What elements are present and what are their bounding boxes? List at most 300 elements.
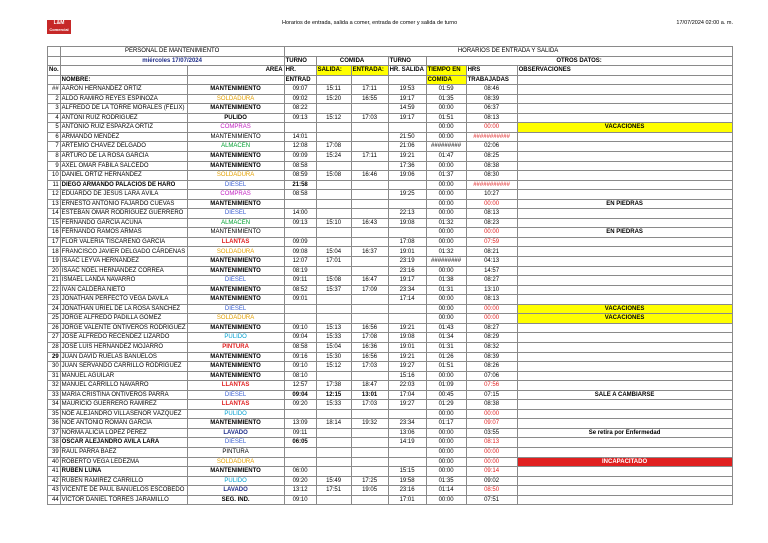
table-row — [48, 457, 733, 467]
meal-duration: ######### — [426, 142, 466, 152]
meal-duration: 01:17 — [426, 419, 466, 429]
table-row — [48, 180, 733, 190]
meal-out-time — [316, 495, 351, 505]
meal-out-time — [316, 161, 351, 171]
shift-in-time: 06:00 — [284, 467, 316, 477]
shift-in-time — [284, 123, 316, 133]
meal-out-time: 15:13 — [316, 323, 351, 333]
meal-duration: 01:29 — [426, 400, 466, 410]
shift-out-time: 19:27 — [388, 400, 426, 410]
shift-in-time: 12:57 — [284, 381, 316, 391]
employee-area: MANTENIMIENTO — [187, 371, 284, 381]
table-row — [48, 476, 733, 486]
row-number: 12 — [48, 190, 61, 200]
meal-duration: 00:00 — [426, 467, 466, 477]
header-no: No. — [48, 66, 61, 76]
header-turno: TURNO — [284, 56, 316, 66]
meal-in-time: 16:37 — [351, 247, 388, 257]
shift-out-time: 17:36 — [388, 161, 426, 171]
logo-text: L&M — [53, 20, 65, 26]
shift-in-time: 09:02 — [284, 94, 316, 104]
observations — [517, 266, 732, 276]
table-row — [48, 161, 733, 171]
meal-duration: 00:00 — [426, 209, 466, 219]
meal-duration: 00:00 — [426, 161, 466, 171]
row-number: 27 — [48, 333, 61, 343]
employee-name: RUBÉN RAMÍREZ CARRILLO — [60, 476, 187, 486]
row-number: 25 — [48, 314, 61, 324]
shift-out-time: 19:25 — [388, 190, 426, 200]
observations — [517, 447, 732, 457]
row-number: 5 — [48, 123, 61, 133]
employee-name: ERNESTO ANTONIO FAJARDO CUEVAS — [60, 199, 187, 209]
hours-worked: 08:32 — [466, 342, 517, 352]
shift-out-time: 19:01 — [388, 342, 426, 352]
hours-worked: 07:06 — [466, 371, 517, 381]
row-number: 17 — [48, 237, 61, 247]
header-row-3 — [48, 66, 733, 76]
observations: INCAPACITADO — [517, 457, 732, 467]
observations: EN PIEDRAS — [517, 199, 732, 209]
hours-worked: 08:21 — [466, 247, 517, 257]
observations — [517, 476, 732, 486]
shift-out-time: 19:53 — [388, 85, 426, 95]
shift-in-time: 09:08 — [284, 247, 316, 257]
employee-name: ALDO RAMIRO REYES ESPINOZA — [60, 94, 187, 104]
meal-out-time: 15:08 — [316, 171, 351, 181]
observations — [517, 295, 732, 305]
shift-in-time: 08:59 — [284, 171, 316, 181]
row-number: 6 — [48, 132, 61, 142]
row-number: 10 — [48, 171, 61, 181]
row-number: 11 — [48, 180, 61, 190]
meal-duration: 01:09 — [426, 381, 466, 391]
table-row — [48, 333, 733, 343]
table-row — [48, 199, 733, 209]
hours-worked: 02:06 — [466, 142, 517, 152]
employee-area: MANTENIMIENTO — [187, 295, 284, 305]
shift-in-time: 09:13 — [284, 218, 316, 228]
shift-out-time — [388, 304, 426, 314]
observations — [517, 371, 732, 381]
shift-out-time: 23:34 — [388, 419, 426, 429]
meal-out-time — [316, 180, 351, 190]
shift-out-time — [388, 447, 426, 457]
meal-out-time — [316, 295, 351, 305]
meal-out-time: 12:15 — [316, 390, 351, 400]
row-number: 38 — [48, 438, 61, 448]
header-tiempo: TIEMPO EN — [426, 66, 466, 76]
observations — [517, 218, 732, 228]
row-number: 4 — [48, 113, 61, 123]
table-row — [48, 495, 733, 505]
employee-name: MARÍA CRISTINA ONTIVEROS PARRA — [60, 390, 187, 400]
shift-out-time: 19:01 — [388, 247, 426, 257]
shift-out-time: 19:06 — [388, 171, 426, 181]
meal-duration: 00:00 — [426, 438, 466, 448]
shift-in-time: 12:08 — [284, 142, 316, 152]
employee-area: MANTENIMIENTO — [187, 228, 284, 238]
observations — [517, 85, 732, 95]
row-number: 44 — [48, 495, 61, 505]
employee-area: MANTENIMIENTO — [187, 257, 284, 267]
meal-duration: 01:43 — [426, 323, 466, 333]
shift-in-time: 21:58 — [284, 180, 316, 190]
hours-worked: 10:27 — [466, 190, 517, 200]
employee-name: FLOR VALERIA TISCAREÑO GARCÍA — [60, 237, 187, 247]
observations — [517, 438, 732, 448]
hours-worked: 07:59 — [466, 237, 517, 247]
meal-duration: 01:32 — [426, 218, 466, 228]
meal-out-time — [316, 190, 351, 200]
hours-worked: 09:07 — [466, 419, 517, 429]
shift-in-time: 09:10 — [284, 323, 316, 333]
meal-out-time — [316, 428, 351, 438]
employee-name: ARTEMIO CHÁVEZ DELGADO — [60, 142, 187, 152]
observations: EN PIEDRAS — [517, 228, 732, 238]
table-row — [48, 390, 733, 400]
observations — [517, 237, 732, 247]
table-row — [48, 209, 733, 219]
hours-worked: 00:00 — [466, 228, 517, 238]
meal-duration: 00:00 — [426, 132, 466, 142]
row-number: 35 — [48, 409, 61, 419]
employee-area: MANTENIMIENTO — [187, 132, 284, 142]
table-row — [48, 123, 733, 133]
hours-worked: 09:14 — [466, 467, 517, 477]
row-number: 36 — [48, 419, 61, 429]
meal-out-time — [316, 104, 351, 114]
employee-area: MANTENIMIENTO — [187, 199, 284, 209]
header-salida: SALIDA: — [316, 66, 351, 76]
row-number: 2 — [48, 94, 61, 104]
employee-area: SOLDADURA — [187, 457, 284, 467]
meal-duration: 00:00 — [426, 266, 466, 276]
meal-duration: 00:00 — [426, 237, 466, 247]
meal-out-time: 17:01 — [316, 257, 351, 267]
employee-name: FERNANDO RAMOS ARMAS — [60, 228, 187, 238]
shift-in-time: 09:04 — [284, 390, 316, 400]
employee-name: EDUARDO DE JESÚS LARA ÁVILA — [60, 190, 187, 200]
meal-in-time — [351, 209, 388, 219]
meal-in-time — [351, 457, 388, 467]
meal-in-time: 19:32 — [351, 419, 388, 429]
employee-name: NOÉ ANTONIO ROMÁN GARCÍA — [60, 419, 187, 429]
hours-worked: 08:50 — [466, 486, 517, 496]
table-row — [48, 362, 733, 372]
meal-out-time: 15:49 — [316, 476, 351, 486]
observations — [517, 257, 732, 267]
meal-duration: 00:00 — [426, 190, 466, 200]
meal-duration: 01:59 — [426, 85, 466, 95]
shift-out-time: 19:21 — [388, 323, 426, 333]
meal-duration: 00:00 — [426, 304, 466, 314]
meal-duration: 01:34 — [426, 333, 466, 343]
employee-area: MANTENIMIENTO — [187, 266, 284, 276]
employee-name: ANTONI RUÍZ RODRIGUEZ — [60, 113, 187, 123]
meal-duration: 00:00 — [426, 104, 466, 114]
row-number: ## — [48, 85, 61, 95]
title-left: PERSONAL DE MANTENIMIENTO — [60, 47, 284, 57]
meal-in-time: 17:11 — [351, 152, 388, 162]
row-number: 18 — [48, 247, 61, 257]
row-number: 41 — [48, 467, 61, 477]
employee-area: MANTENIMIENTO — [187, 362, 284, 372]
meal-duration: ######### — [426, 257, 466, 267]
shift-out-time — [388, 199, 426, 209]
meal-in-time — [351, 132, 388, 142]
employee-name: DIEGO ARMANDO PALACIOS DE HARO — [60, 180, 187, 190]
hours-worked: 07:51 — [466, 495, 517, 505]
meal-duration: 00:00 — [426, 199, 466, 209]
employee-name: FERNANDO GARCÍA ACUÑA — [60, 218, 187, 228]
meal-out-time: 15:12 — [316, 113, 351, 123]
shift-in-time: 08:19 — [284, 266, 316, 276]
employee-name: ISAAC NOEL HERNÁNDEZ CORREA — [60, 266, 187, 276]
observations — [517, 104, 732, 114]
meal-in-time — [351, 104, 388, 114]
meal-out-time — [316, 237, 351, 247]
employee-name: ARMANDO MÉNDEZ — [60, 132, 187, 142]
shift-in-time: 08:58 — [284, 190, 316, 200]
meal-out-time: 15:33 — [316, 400, 351, 410]
header-hrs-2: TRABAJADAS — [466, 75, 517, 85]
row-number: 39 — [48, 447, 61, 457]
shift-in-time: 09:09 — [284, 237, 316, 247]
employee-area: LLANTAS — [187, 237, 284, 247]
employee-area: PULIDO — [187, 333, 284, 343]
employee-name: MAURICIO GUERRERO RAMÍREZ — [60, 400, 187, 410]
attendance-table — [47, 46, 733, 505]
hours-worked: 08:46 — [466, 85, 517, 95]
hours-worked: 07:56 — [466, 381, 517, 391]
shift-out-time: 14:19 — [388, 438, 426, 448]
meal-duration: 01:37 — [426, 171, 466, 181]
row-number: 33 — [48, 390, 61, 400]
employee-area: MANTENIMIENTO — [187, 152, 284, 162]
employee-name: IVÁN CALDERA NIETO — [60, 285, 187, 295]
meal-duration: 01:32 — [426, 247, 466, 257]
meal-in-time: 17:09 — [351, 285, 388, 295]
employee-area: MANTENIMIENTO — [187, 104, 284, 114]
employee-name: ANTONIO RUÍZ ESPARZA ORTIZ — [60, 123, 187, 133]
employee-name: JUAN DAVID RUELAS BAÑUELOS — [60, 352, 187, 362]
employee-name: AXEL OMAR FABILA SALCEDO — [60, 161, 187, 171]
observations — [517, 400, 732, 410]
shift-in-time: 09:04 — [284, 333, 316, 343]
employee-area: SOLDADURA — [187, 171, 284, 181]
header-comida: COMIDA — [316, 56, 388, 66]
row-number: 20 — [48, 266, 61, 276]
meal-in-time — [351, 447, 388, 457]
employee-name: MANUEL AGUILAR — [60, 371, 187, 381]
meal-in-time: 19:05 — [351, 486, 388, 496]
hours-worked: 08:13 — [466, 295, 517, 305]
employee-area: LAVADO — [187, 428, 284, 438]
employee-area: DIÉSEL — [187, 276, 284, 286]
observations — [517, 171, 732, 181]
table-row — [48, 171, 733, 181]
table-row — [48, 295, 733, 305]
shift-in-time: 09:13 — [284, 113, 316, 123]
meal-duration: 01:35 — [426, 94, 466, 104]
observations — [517, 285, 732, 295]
hours-worked: 08:13 — [466, 438, 517, 448]
shift-in-time: 09:16 — [284, 352, 316, 362]
meal-in-time: 16:56 — [351, 323, 388, 333]
row-number: 29 — [48, 352, 61, 362]
observations — [517, 495, 732, 505]
observations — [517, 142, 732, 152]
employee-name: JORGE ALFREDO PADILLA GÓMEZ — [60, 314, 187, 324]
hours-worked: 13:10 — [466, 285, 517, 295]
meal-in-time — [351, 237, 388, 247]
employee-area: PINTURA — [187, 447, 284, 457]
shift-in-time: 09:09 — [284, 152, 316, 162]
shift-in-time: 09:07 — [284, 85, 316, 95]
meal-out-time: 15:37 — [316, 285, 351, 295]
shift-out-time: 19:17 — [388, 276, 426, 286]
shift-in-time — [284, 314, 316, 324]
employee-name: ROBERTO VEGA LEDEZMA — [60, 457, 187, 467]
row-number: 30 — [48, 362, 61, 372]
shift-out-time: 19:58 — [388, 476, 426, 486]
observations — [517, 152, 732, 162]
shift-in-time — [284, 447, 316, 457]
observations — [517, 342, 732, 352]
meal-out-time: 15:12 — [316, 362, 351, 372]
meal-in-time — [351, 228, 388, 238]
shift-in-time: 09:01 — [284, 295, 316, 305]
hours-worked: 08:38 — [466, 161, 517, 171]
shift-out-time: 23:16 — [388, 486, 426, 496]
hours-worked: 07:15 — [466, 390, 517, 400]
header-hrs: HRS — [466, 66, 517, 76]
row-number: 13 — [48, 199, 61, 209]
meal-out-time — [316, 371, 351, 381]
meal-in-time — [351, 161, 388, 171]
hours-worked: 08:29 — [466, 333, 517, 343]
table-row — [48, 467, 733, 477]
employee-area: PULIDO — [187, 113, 284, 123]
hours-worked: 00:00 — [466, 457, 517, 467]
meal-duration: 01:38 — [426, 276, 466, 286]
hours-worked: 03:55 — [466, 428, 517, 438]
shift-in-time: 08:10 — [284, 371, 316, 381]
observations — [517, 113, 732, 123]
shift-out-time: 17:08 — [388, 237, 426, 247]
employee-area: LLANTAS — [187, 400, 284, 410]
observations — [517, 247, 732, 257]
meal-duration: 00:00 — [426, 123, 466, 133]
employee-name: JONATHAN PERFECTO VEGA DAVILA — [60, 295, 187, 305]
document-title: Horarios de entrada, salida a comer, entrada de comer y salida de turno — [282, 20, 458, 26]
meal-duration: 00:00 — [426, 447, 466, 457]
shift-out-time: 19:08 — [388, 333, 426, 343]
hours-worked: 06:37 — [466, 104, 517, 114]
shift-out-time: 22:13 — [388, 209, 426, 219]
employee-area: COMPRAS — [187, 190, 284, 200]
hours-worked: 09:02 — [466, 476, 517, 486]
shift-out-time: 23:19 — [388, 257, 426, 267]
hours-worked: 08:38 — [466, 400, 517, 410]
observations — [517, 352, 732, 362]
observations: VACACIONES — [517, 123, 732, 133]
employee-area: DIÉSEL — [187, 390, 284, 400]
observations — [517, 333, 732, 343]
meal-out-time: 15:04 — [316, 247, 351, 257]
table-row — [48, 104, 733, 114]
hours-worked: 08:27 — [466, 276, 517, 286]
meal-duration: 01:47 — [426, 152, 466, 162]
employee-area: SOLDADURA — [187, 314, 284, 324]
hours-worked: 00:00 — [466, 409, 517, 419]
shift-out-time: 21:06 — [388, 142, 426, 152]
shift-in-time: 09:20 — [284, 476, 316, 486]
shift-in-time: 09:11 — [284, 428, 316, 438]
meal-duration: 00:00 — [426, 228, 466, 238]
observations — [517, 180, 732, 190]
meal-in-time: 17:25 — [351, 476, 388, 486]
shift-out-time: 19:21 — [388, 352, 426, 362]
employee-name: ALFREDO DE LA TORRE MORALES (FÉLIX) — [60, 104, 187, 114]
employee-name: VÍCTOR DANIEL TORRES JARAMILLO — [60, 495, 187, 505]
observations — [517, 362, 732, 372]
shift-in-time: 13:09 — [284, 419, 316, 429]
shift-in-time — [284, 228, 316, 238]
employee-area: PULIDO — [187, 409, 284, 419]
meal-out-time: 15:08 — [316, 276, 351, 286]
shift-out-time — [388, 314, 426, 324]
meal-duration: 00:00 — [426, 295, 466, 305]
meal-in-time: 17:08 — [351, 333, 388, 343]
observations — [517, 132, 732, 142]
employee-area: SOLDADURA — [187, 247, 284, 257]
table-row — [48, 447, 733, 457]
meal-out-time: 15:04 — [316, 342, 351, 352]
meal-duration: 00:00 — [426, 371, 466, 381]
shift-out-time: 19:21 — [388, 152, 426, 162]
meal-duration: 00:00 — [426, 314, 466, 324]
employee-name: ESTEBAN OMAR RODRÍGUEZ GUERRERO — [60, 209, 187, 219]
employee-name: ISAAC LEYVA HERNÁNDEZ — [60, 257, 187, 267]
employee-name: FRANCISCO JAVIER DELGADO CÁRDENAS — [60, 247, 187, 257]
hours-worked: ########### — [466, 132, 517, 142]
meal-duration: 00:00 — [426, 428, 466, 438]
meal-out-time — [316, 467, 351, 477]
observations: VACACIONES — [517, 304, 732, 314]
meal-out-time — [316, 199, 351, 209]
document-datetime: 17/07/2024 02:00 a. m. — [676, 20, 733, 26]
meal-duration: 00:45 — [426, 390, 466, 400]
shift-out-time: 19:08 — [388, 218, 426, 228]
meal-in-time — [351, 190, 388, 200]
row-number: 7 — [48, 142, 61, 152]
meal-duration: 01:51 — [426, 113, 466, 123]
meal-in-time — [351, 438, 388, 448]
table-row — [48, 132, 733, 142]
meal-out-time — [316, 314, 351, 324]
meal-out-time: 17:38 — [316, 381, 351, 391]
meal-in-time — [351, 123, 388, 133]
shift-out-time: 17:01 — [388, 495, 426, 505]
shift-out-time — [388, 409, 426, 419]
employee-name: JONATHAN URIEL DE LA ROSA SÁNCHEZ — [60, 304, 187, 314]
meal-in-time: 16:56 — [351, 352, 388, 362]
title-right: HORARIOS DE ENTRADA Y SALIDA — [284, 47, 732, 57]
meal-in-time — [351, 142, 388, 152]
shift-in-time: 14:00 — [284, 209, 316, 219]
